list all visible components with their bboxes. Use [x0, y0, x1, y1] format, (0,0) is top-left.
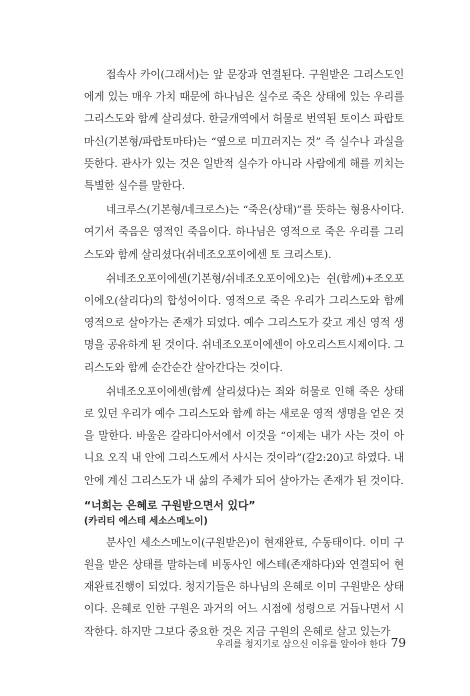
section-subheading: (카리티 에스테 세소스메노이)	[84, 515, 208, 527]
section-heading: “너희는 은혜로 구원받으면서 있다”	[84, 498, 256, 512]
page-footer	[216, 636, 406, 650]
paragraph-4: 쉬네조오포이에센(함께 살리셨다)는 죄와 허물로 인해 죽은 상태로 있던 우리가 예수 그리스도와 함께 하는 새로운 영적 생명을 얻은 것을 말한다. 바울은 갈라디아서에서 이것을 “이제는 내가 사는 것이 아니요 오직 내 안에 그리스도께서 사시는 것이라”(갈2:20)고 하였다. 내 안에 계신 그리스도가 내 삶의 주체가 되어 살아가는 존재가 된 것이다.	[84, 385, 404, 487]
running-title: 우리를 청지기로 삼으신 이유를 알아야 한다	[215, 640, 387, 650]
paragraph-3: 쉬네조오포이에센(기본형/쉬네조오포이에오)는 쉰(함께)+조오포이에오(살리다)의 합성어이다. 영적으로 죽은 우리가 그리스도와 함께 영적으로 살아가는 존재가 되었다. 예수 그리스도가 갖고 계신 영적 생명을 공유하게 된 것이다. 쉬네조오포이에센이 아오리스트시제이다. 그리스도와 함께 순간순간 살아간다는 것이다.	[84, 272, 405, 374]
paragraph-5: 분사인 세소스메노이(구원받은)이 현재완료, 수동태이다. 이미 구원을 받은 상태를 말하는데 비동사인 에스테(존재하다)와 연결되어 현재완료진행이 되었다. 청지기들은 하나님의 은혜로 이미 구원받은 상태이다. 은혜로 인한 구원은 과거의 어느 시점에 성령으로 거듭나면서 시작한다. 하지만 그보다 중요한 것은 지금 구원의 은혜로 살고 있는가	[84, 536, 405, 638]
paragraph-2: 네크루스(기본형/네크로스)는 “죽은(상태)”를 뜻하는 형용사이다. 여기서 죽음은 영적인 죽음이다. 하나님은 영적으로 죽은 우리를 그리스도와 함께 살리셨다(쉬네조오포이에센 토 크리스토).	[84, 204, 404, 261]
paragraph-1: 접속사 카이(그래서)는 앞 문장과 연결된다. 구원받은 그리스도인에게 있는 매우 가치 때문에 하나님은 실수로 죽은 상태에 있는 우리를 그리스도와 함께 살리셨다. 한글개역에서 허물로 번역된 토이스 파랍토마신(기본형/파랍토마타)는 “옆으로 미끄러지는 것” 즉 실수나 과실을 뜻한다. 관사가 있는 것은 일반적 실수가 아니라 사람에게 해를 끼치는 특별한 실수를 말한다.	[84, 69, 405, 193]
page-number: 79	[390, 636, 406, 650]
